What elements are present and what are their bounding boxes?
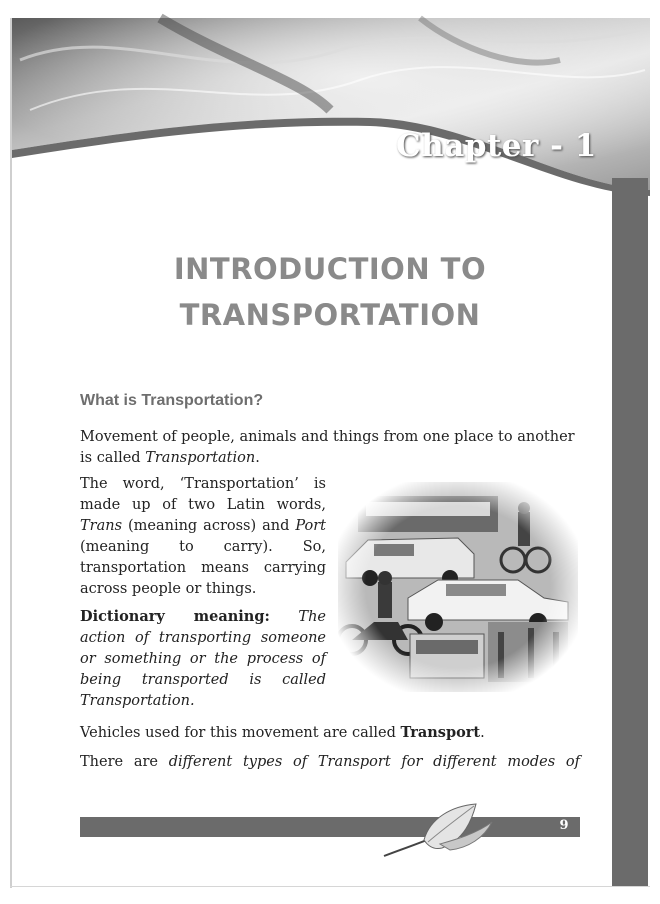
dictionary-label: Dictionary meaning: xyxy=(80,608,270,625)
chapter-title-line2: TRANSPORTATION xyxy=(179,298,481,332)
p2-text-a: The word, ‘Transportation’ is made up of two Latin words, xyxy=(80,476,326,513)
page-border-bottom xyxy=(10,886,650,887)
paragraph-definition xyxy=(80,427,580,469)
leaf-icon xyxy=(380,800,500,864)
transport-photo-collage xyxy=(338,482,578,692)
paragraph-types xyxy=(80,752,580,773)
p2-port: Port xyxy=(295,518,326,534)
p2-text-c: (meaning to carry). So, transportation means carrying across people or things. xyxy=(80,539,326,597)
paragraph-vehicles xyxy=(80,722,580,744)
page-number: 9 xyxy=(559,818,569,833)
p1-end: . xyxy=(255,450,260,466)
section-heading: What is Transportation? xyxy=(80,392,264,409)
paragraph-etymology xyxy=(80,474,326,600)
p5-text: There are xyxy=(80,754,169,770)
paragraph-dictionary xyxy=(80,606,326,712)
p5-emphasis: different types of Transport for different modes of xyxy=(168,754,580,770)
p1-emphasis: Transportation xyxy=(145,450,256,466)
p4-text: Vehicles used for this movement are called xyxy=(80,725,401,741)
text-column xyxy=(80,474,326,718)
p1-text: Movement of people, animals and things from one place to another is called xyxy=(80,429,575,466)
chapter-label: Chapter - 1 xyxy=(396,128,597,164)
p2-text-b: (meaning across) and xyxy=(122,518,296,534)
dictionary-text: The action of transporting someone or something or the process of being transported is called Transportation. xyxy=(80,609,326,709)
chapter-header-banner xyxy=(0,0,660,200)
page-edge-bar xyxy=(612,178,648,886)
p4-end: . xyxy=(480,725,485,741)
p4-strong: Transport xyxy=(400,724,481,741)
footer-bar xyxy=(80,817,580,837)
chapter-title xyxy=(90,246,570,338)
chapter-title-line1: INTRODUCTION TO xyxy=(173,252,487,286)
p2-trans: Trans xyxy=(80,518,123,534)
